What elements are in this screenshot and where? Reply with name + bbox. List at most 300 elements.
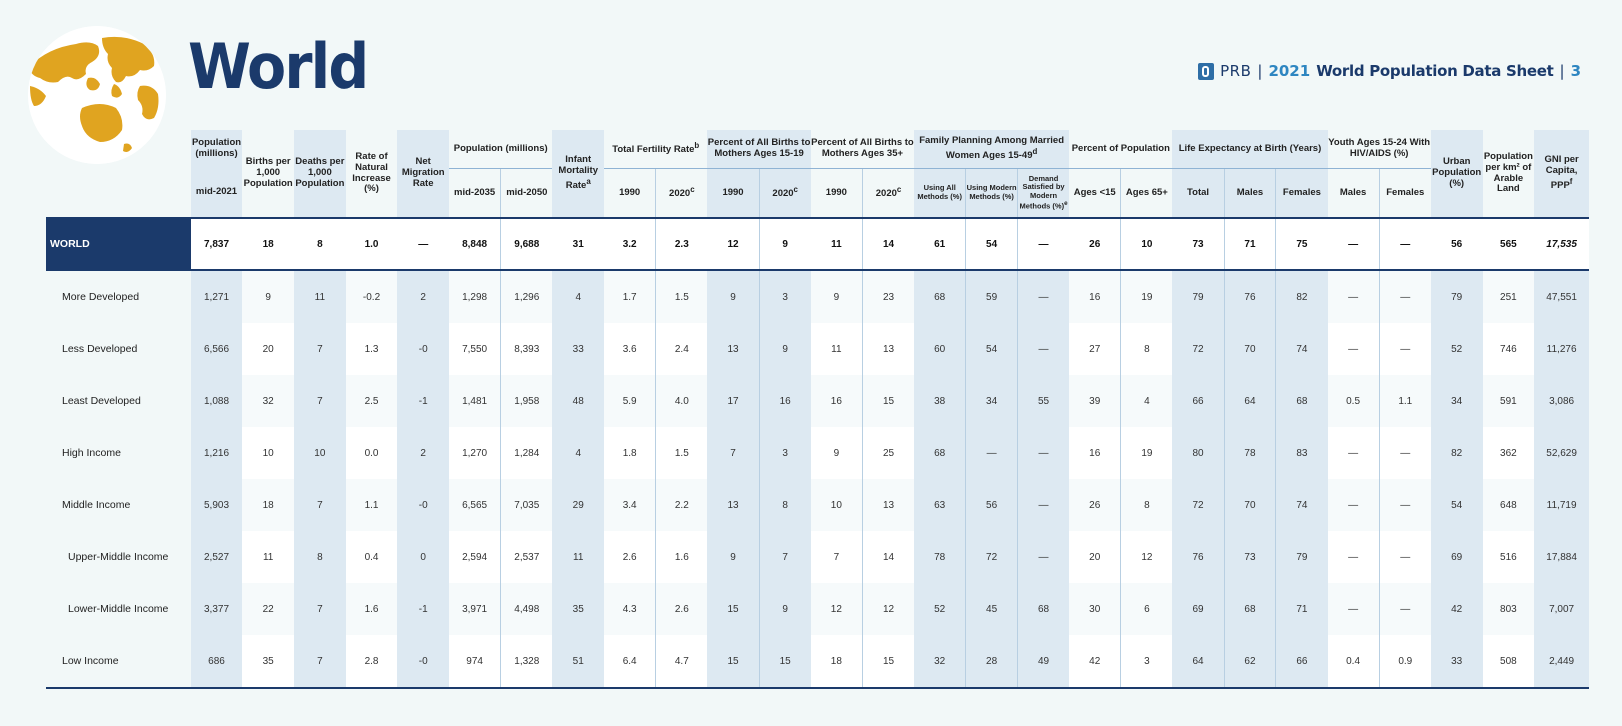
prb-logo-icon (1198, 63, 1214, 80)
col-sub-mid2050: mid-2050 (501, 169, 553, 219)
table-cell: 3.2 (604, 218, 656, 270)
table-cell: -0 (397, 323, 449, 375)
table-cell: 68 (1224, 583, 1276, 635)
col-sub-hiv-females: Females (1379, 169, 1431, 219)
table-cell: 10 (242, 427, 294, 479)
table-cell: — (1328, 479, 1380, 531)
col-sub-le-females: Females (1276, 169, 1328, 219)
table-cell: — (966, 427, 1018, 479)
table-cell: 13 (862, 479, 914, 531)
col-sub-teen-2020: 2020$^c$ (759, 169, 811, 219)
table-cell: 12 (1121, 531, 1173, 583)
table-cell: 22 (242, 583, 294, 635)
brand-separator: | (1559, 62, 1565, 80)
table-cell: 78 (914, 531, 966, 583)
table-cell: 1.3 (346, 323, 398, 375)
table-cell: 7,837 (191, 218, 243, 270)
table-cell: 9 (707, 531, 759, 583)
table-cell: 17,535 (1534, 218, 1589, 270)
brand-year: 2021 (1268, 62, 1311, 80)
col-header-density: Population per km² of Arable Land (1483, 150, 1533, 195)
table-cell: 8 (759, 479, 811, 531)
table-cell: 8,848 (449, 218, 501, 270)
table-cell: 746 (1483, 323, 1535, 375)
table-cell: 2.5 (346, 375, 398, 427)
table-cell: — (1328, 270, 1380, 323)
table-cell: 45 (966, 583, 1018, 635)
table-cell: -0 (397, 635, 449, 688)
table-cell: 55 (1017, 375, 1069, 427)
table-cell: 34 (1431, 375, 1483, 427)
table-cell: 4.7 (656, 635, 708, 688)
table-cell: 1,481 (449, 375, 501, 427)
table-cell: 7 (759, 531, 811, 583)
table-cell: 516 (1483, 531, 1535, 583)
table-cell: — (1328, 583, 1380, 635)
row-label: Lower-Middle Income (68, 603, 169, 615)
table-cell: 18 (242, 218, 294, 270)
table-cell: 648 (1483, 479, 1535, 531)
table-cell: — (1379, 270, 1431, 323)
table-cell: 7 (294, 583, 346, 635)
table-cell: 11 (811, 323, 863, 375)
table-cell: 68 (1276, 375, 1328, 427)
col-sub-hiv-males: Males (1339, 186, 1367, 198)
table-cell: 34 (966, 375, 1018, 427)
col-header-population: Population (millions) (191, 130, 243, 169)
table-cell: 59 (966, 270, 1018, 323)
table-cell: 9 (811, 270, 863, 323)
table-cell: 2 (397, 427, 449, 479)
table-cell: 20 (242, 323, 294, 375)
table-cell: 29 (552, 479, 604, 531)
table-cell: 13 (707, 323, 759, 375)
table-cell: 1.0 (346, 218, 398, 270)
table-cell: 565 (1483, 218, 1535, 270)
table-cell: -1 (397, 375, 449, 427)
table-cell: 35 (242, 635, 294, 688)
table-cell: 73 (1224, 531, 1276, 583)
brand-header (1198, 62, 1581, 80)
table-cell: 11 (242, 531, 294, 583)
table-cell: 71 (1276, 583, 1328, 635)
table-cell: 25 (862, 427, 914, 479)
table-row (46, 479, 1589, 531)
row-label: High Income (62, 447, 121, 459)
table-cell: 26 (1069, 479, 1121, 531)
table-cell: 69 (1431, 531, 1483, 583)
table-cell: 3 (759, 427, 811, 479)
table-cell: — (1328, 218, 1380, 270)
table-cell: 30 (1069, 583, 1121, 635)
table-cell: 16 (811, 375, 863, 427)
table-cell: 63 (914, 479, 966, 531)
table-row (46, 635, 1589, 688)
table-cell: 4.0 (656, 375, 708, 427)
table-cell: 74 (1276, 323, 1328, 375)
table-cell: 2 (397, 270, 449, 323)
table-cell: 66 (1276, 635, 1328, 688)
table-cell: 2.8 (346, 635, 398, 688)
table-cell: 15 (707, 583, 759, 635)
table-cell: 80 (1172, 427, 1224, 479)
table-cell: 3,971 (449, 583, 501, 635)
table-cell: 42 (1069, 635, 1121, 688)
table-cell: 1.7 (604, 270, 656, 323)
col-sub-35-2020: 2020$^c$ (862, 169, 914, 219)
table-cell: 1,270 (449, 427, 501, 479)
table-cell: 9 (759, 218, 811, 270)
col-sub-le-males: Males (1224, 169, 1276, 219)
table-cell: 11,719 (1534, 479, 1589, 531)
col-sub-tfr-1990: 1990 (619, 186, 641, 198)
table-cell: 8 (294, 218, 346, 270)
table-cell: 1,284 (501, 427, 553, 479)
row-label: Middle Income (62, 499, 131, 511)
table-cell: 71 (1224, 218, 1276, 270)
table-cell: 54 (966, 323, 1018, 375)
table-cell: 8 (1121, 479, 1173, 531)
col-header-births-35: Percent of All Births to Mothers Ages 35+ (811, 130, 914, 169)
table-cell: 8,393 (501, 323, 553, 375)
table-cell: 16 (1069, 427, 1121, 479)
table-cell: 7,035 (501, 479, 553, 531)
table-cell: 3.4 (604, 479, 656, 531)
table-cell: 12 (707, 218, 759, 270)
table-cell: 1.6 (656, 531, 708, 583)
table-cell: 51 (552, 635, 604, 688)
table-cell: 5,903 (191, 479, 243, 531)
table-cell: 18 (242, 479, 294, 531)
table-cell: 26 (1069, 218, 1121, 270)
table-cell: 1,216 (191, 427, 243, 479)
table-cell: 1.8 (604, 427, 656, 479)
table-cell: 1.1 (346, 479, 398, 531)
brand-title: World Population Data Sheet (1316, 62, 1554, 80)
table-cell: — (1328, 427, 1380, 479)
table-cell: 78 (1224, 427, 1276, 479)
table-cell: 1,088 (191, 375, 243, 427)
table-cell: 15 (707, 635, 759, 688)
table-cell: 47,551 (1534, 270, 1589, 323)
table-cell: 1,296 (501, 270, 553, 323)
col-header-net-migration: Net Migration Rate (397, 130, 449, 218)
table-cell: 3,086 (1534, 375, 1589, 427)
table-cell: 10 (294, 427, 346, 479)
col-sub-le-total: Total (1172, 169, 1224, 219)
table-cell: 66 (1172, 375, 1224, 427)
table-cell: 69 (1172, 583, 1224, 635)
col-sub-35-1990: 1990 (825, 186, 847, 198)
table-cell: 19 (1121, 270, 1173, 323)
table-cell: 31 (552, 218, 604, 270)
table-cell: 0.4 (346, 531, 398, 583)
table-cell: 3.6 (604, 323, 656, 375)
table-cell: — (1017, 270, 1069, 323)
table-cell: 11 (811, 218, 863, 270)
table-row (46, 375, 1589, 427)
table-cell: 0.4 (1328, 635, 1380, 688)
table-cell: 1.1 (1379, 375, 1431, 427)
table-cell: 11 (294, 270, 346, 323)
table-cell: 73 (1172, 218, 1224, 270)
table-cell: 48 (552, 375, 604, 427)
table-cell: 18 (811, 635, 863, 688)
col-header-pop-projection: Population (millions) (449, 130, 552, 169)
table-cell: 7 (294, 635, 346, 688)
col-header-urban: Urban Population (%) (1431, 130, 1483, 218)
table-cell: 70 (1224, 323, 1276, 375)
col-sub-age-65: Ages 65+ (1121, 169, 1173, 219)
table-cell: 2.4 (656, 323, 708, 375)
table-cell: 10 (811, 479, 863, 531)
table-cell: 39 (1069, 375, 1121, 427)
table-cell: 16 (759, 375, 811, 427)
table-body (46, 218, 1589, 688)
table-cell: 61 (914, 218, 966, 270)
table-cell: — (1017, 323, 1069, 375)
table-cell: — (1379, 218, 1431, 270)
table-cell: 2.6 (604, 531, 656, 583)
table-cell: 9,688 (501, 218, 553, 270)
table-cell: 8 (294, 531, 346, 583)
table-cell: 76 (1172, 531, 1224, 583)
table-cell: 17 (707, 375, 759, 427)
table-cell: 4,498 (501, 583, 553, 635)
table-cell: 83 (1276, 427, 1328, 479)
table-cell: — (1017, 427, 1069, 479)
page-number: 3 (1570, 62, 1581, 80)
table-cell: 79 (1431, 270, 1483, 323)
col-header-tfr: Total Fertility Rate$^b$ (604, 130, 707, 169)
table-cell: 6.4 (604, 635, 656, 688)
table-cell: 68 (914, 427, 966, 479)
table-cell: — (1017, 218, 1069, 270)
col-sub-age-lt15: Ages <15 (1073, 186, 1116, 198)
table-cell: 62 (1224, 635, 1276, 688)
table-cell: 15 (862, 635, 914, 688)
table-cell: 9 (759, 323, 811, 375)
table-cell: 8 (1121, 323, 1173, 375)
brand-name: PRB (1220, 62, 1252, 80)
table-cell: 12 (862, 583, 914, 635)
table-cell: 79 (1172, 270, 1224, 323)
table-cell: 1,958 (501, 375, 553, 427)
table-cell: 6,565 (449, 479, 501, 531)
table-row (46, 323, 1589, 375)
table-cell: 11 (552, 531, 604, 583)
row-label: Least Developed (62, 395, 141, 407)
header-row-groups (46, 130, 1589, 169)
table-cell: 72 (1172, 323, 1224, 375)
table-cell: 52 (1431, 323, 1483, 375)
table-cell: 3,377 (191, 583, 243, 635)
table-cell: 42 (1431, 583, 1483, 635)
table-cell: — (1379, 427, 1431, 479)
table-cell: 19 (1121, 427, 1173, 479)
table-cell: 52 (914, 583, 966, 635)
col-sub-mid2021: mid-2021 (191, 169, 243, 219)
table-cell: 4 (552, 427, 604, 479)
table-cell: 2.3 (656, 218, 708, 270)
table-cell: 75 (1276, 218, 1328, 270)
table-cell: 76 (1224, 270, 1276, 323)
table-cell: — (1017, 531, 1069, 583)
table-cell: 32 (242, 375, 294, 427)
row-label: Upper-Middle Income (68, 551, 169, 563)
table-cell: 4 (1121, 375, 1173, 427)
table-cell: 0.0 (346, 427, 398, 479)
table-cell: 0 (397, 531, 449, 583)
table-cell: 17,884 (1534, 531, 1589, 583)
table-cell: 56 (966, 479, 1018, 531)
table-cell: 7 (707, 427, 759, 479)
table-cell: 33 (1431, 635, 1483, 688)
table-cell: 7 (294, 375, 346, 427)
table-cell: 5.9 (604, 375, 656, 427)
table-cell: 1.5 (656, 270, 708, 323)
table-cell: — (1379, 583, 1431, 635)
table-cell: 7 (294, 323, 346, 375)
row-label: Less Developed (62, 343, 138, 355)
table-cell: 16 (1069, 270, 1121, 323)
world-row (46, 218, 1589, 270)
table-cell: 9 (811, 427, 863, 479)
col-header-gni: GNI per Capita, PPP$^f$ (1534, 130, 1589, 218)
table-cell: -0.2 (346, 270, 398, 323)
table-cell: 32 (914, 635, 966, 688)
table-cell: 49 (1017, 635, 1069, 688)
table-cell: 2,449 (1534, 635, 1589, 688)
table-cell: 72 (966, 531, 1018, 583)
table-cell: 15 (759, 635, 811, 688)
table-cell: 68 (914, 270, 966, 323)
table-cell: 9 (759, 583, 811, 635)
header-empty (46, 130, 191, 218)
table-cell: 74 (1276, 479, 1328, 531)
table-cell: 508 (1483, 635, 1535, 688)
table-cell: 974 (449, 635, 501, 688)
row-label: WORLD (46, 218, 191, 270)
table-cell: 1,328 (501, 635, 553, 688)
brand-separator: | (1257, 62, 1263, 80)
table-cell: 56 (1431, 218, 1483, 270)
table-cell: 38 (914, 375, 966, 427)
table-row (46, 583, 1589, 635)
table-cell: — (1328, 323, 1380, 375)
col-sub-fp-modern: Using Modern Methods (%) (966, 169, 1018, 219)
table-cell: 72 (1172, 479, 1224, 531)
table-cell: 27 (1069, 323, 1121, 375)
col-header-infant-mortality: Infant Mortality Rate$^a$ (552, 130, 604, 218)
table-cell: 591 (1483, 375, 1535, 427)
table-cell: 15 (862, 375, 914, 427)
table-cell: 14 (862, 218, 914, 270)
table-cell: 54 (966, 218, 1018, 270)
table-cell: 23 (862, 270, 914, 323)
table-cell: 2.2 (656, 479, 708, 531)
table-cell: 60 (914, 323, 966, 375)
table-cell: 10 (1121, 218, 1173, 270)
col-header-life-expectancy: Life Expectancy at Birth (Years) (1172, 130, 1327, 169)
row-label: More Developed (62, 291, 140, 303)
col-header-births-15-19: Percent of All Births to Mothers Ages 15-19 (707, 130, 810, 169)
table-cell: 803 (1483, 583, 1535, 635)
table-cell: 251 (1483, 270, 1535, 323)
table-cell: -1 (397, 583, 449, 635)
table-cell: 0.5 (1328, 375, 1380, 427)
col-sub-fp-all: Using All Methods (%) (914, 169, 966, 219)
col-header-pct-population: Percent of Population (1069, 130, 1172, 169)
table-cell: 35 (552, 583, 604, 635)
table-cell: 4 (552, 270, 604, 323)
table-row (46, 531, 1589, 583)
table-cell: -0 (397, 479, 449, 531)
table-cell: 2,527 (191, 531, 243, 583)
table-cell: 70 (1224, 479, 1276, 531)
table-cell: 6,566 (191, 323, 243, 375)
col-sub-teen-1990: 1990 (707, 169, 759, 219)
table-cell: 11,276 (1534, 323, 1589, 375)
table-cell: 1.6 (346, 583, 398, 635)
col-sub-tfr-2020: 2020$^c$ (656, 169, 708, 219)
page-title: World (188, 30, 368, 103)
table-cell: 0.9 (1379, 635, 1431, 688)
col-header-births: Births per 1,000 Population (243, 156, 293, 189)
table-cell: 362 (1483, 427, 1535, 479)
table-cell: 68 (1017, 583, 1069, 635)
table-cell: 12 (811, 583, 863, 635)
table-cell: 9 (707, 270, 759, 323)
col-header-family-planning: Family Planning Among Married Women Ages 15-49$^d$ (914, 130, 1069, 169)
table-cell: — (1379, 479, 1431, 531)
table-cell: 9 (242, 270, 294, 323)
table-cell: 82 (1431, 427, 1483, 479)
table-cell: 7 (811, 531, 863, 583)
table-cell: 3 (759, 270, 811, 323)
table-cell: — (397, 218, 449, 270)
table-cell: 28 (966, 635, 1018, 688)
row-label: Low Income (46, 635, 191, 688)
table-cell: 54 (1431, 479, 1483, 531)
table-cell: 82 (1276, 270, 1328, 323)
table-cell: 1,298 (449, 270, 501, 323)
table-cell: 13 (862, 323, 914, 375)
table-cell: — (1328, 531, 1380, 583)
table-cell: 686 (191, 635, 243, 688)
col-sub-fp-demand: Demand Satisfied by Modern Methods (%)$^e$ (1017, 169, 1069, 219)
table-cell: 7,550 (449, 323, 501, 375)
table-cell: 2.6 (656, 583, 708, 635)
table-cell: 1.5 (656, 427, 708, 479)
col-header-deaths: Deaths per 1,000 Population (294, 130, 346, 218)
table-row (46, 427, 1589, 479)
table-cell: 7 (294, 479, 346, 531)
table-cell: 64 (1224, 375, 1276, 427)
table-row (46, 270, 1589, 323)
table-cell: — (1017, 479, 1069, 531)
table-cell: 79 (1276, 531, 1328, 583)
table-cell: 13 (707, 479, 759, 531)
table-cell: 3 (1121, 635, 1173, 688)
table-cell: 52,629 (1534, 427, 1589, 479)
col-header-natural-increase: Rate of Natural Increase (%) (352, 150, 391, 195)
table-cell: — (1379, 323, 1431, 375)
col-sub-mid2035: mid-2035 (454, 186, 496, 198)
table-cell: 2,594 (449, 531, 501, 583)
table-cell: 6 (1121, 583, 1173, 635)
table-cell: 2,537 (501, 531, 553, 583)
